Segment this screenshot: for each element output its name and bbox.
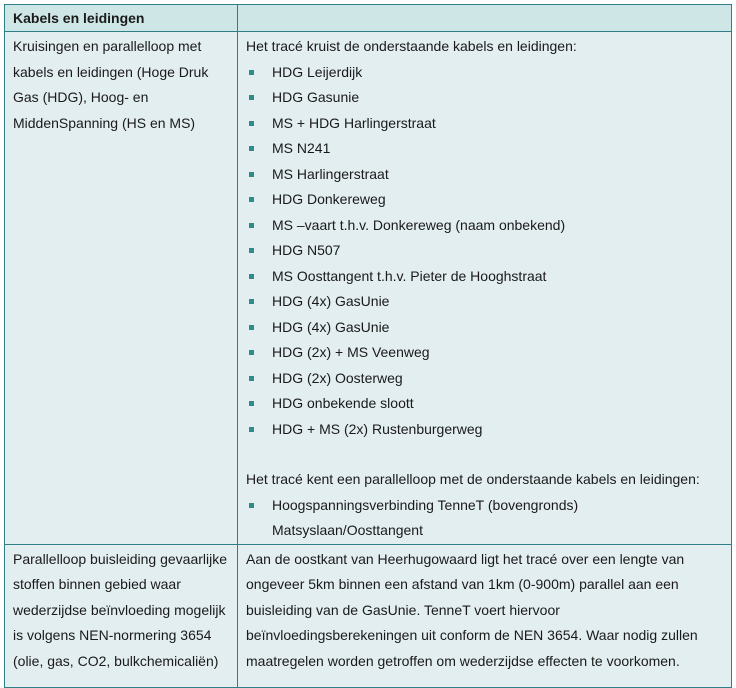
crossings-row xyxy=(5,32,732,545)
pipeline-text: Aan de oostkant van Heerhugowaard ligt het tracé over een lengte van ongeveer 5km binnen een afstand van 1km (0-900m) parallel aan een buisleiding van de GasUnie. TenneT voert hiervoor beïnvloedingsberekeningen uit conform de NEN 3654. Waar nodig zullen maatregelen worden getroffen om wederzijdse effecten te voorkomen. xyxy=(238,544,732,687)
list-item: MS –vaart t.h.v. Donkereweg (naam onbekend) xyxy=(246,213,725,239)
crossings-label: Kruisingen en parallelloop met kabels en leidingen (Hoge Druk Gas (HDG), Hoog- en MiddenSpanning (HS en MS) xyxy=(5,32,238,545)
header-right xyxy=(238,5,732,32)
list-item: HDG (2x) + MS Veenweg xyxy=(246,340,725,366)
list-item: Hoogspanningsverbinding TenneT (bovengronds) Matsyslaan/Oosttangent xyxy=(246,493,725,544)
list-item: MS Harlingerstraat xyxy=(246,162,725,188)
list-item: MS Oosttangent t.h.v. Pieter de Hooghstraat xyxy=(246,264,725,290)
list-item: HDG (4x) GasUnie xyxy=(246,289,725,315)
list-item: MS + HDG Harlingerstraat xyxy=(246,111,725,137)
list-item: HDG + MS (2x) Rustenburgerweg xyxy=(246,417,725,443)
table-header-row xyxy=(5,5,732,32)
list-item: HDG Leijerdijk xyxy=(246,60,725,86)
list-item: HDG (4x) GasUnie xyxy=(246,315,725,341)
list-item: MS N241 xyxy=(246,136,725,162)
pipeline-label: Parallelloop buisleiding gevaarlijke stoffen binnen gebied waar wederzijdse beïnvloeding mogelijk is volgens NEN-normering 3654 (olie, gas, CO2, bulkchemicaliën) xyxy=(5,544,238,687)
list-item: HDG Gasunie xyxy=(246,85,725,111)
crossings-content xyxy=(238,32,732,545)
list-item: HDG (2x) Oosterweg xyxy=(246,366,725,392)
header-title: Kabels en leidingen xyxy=(5,5,238,32)
list-item: HDG N507 xyxy=(246,238,725,264)
list-item: HDG onbekende sloott xyxy=(246,391,725,417)
parallel-intro: Het tracé kent een parallelloop met de onderstaande kabels en leidingen: xyxy=(246,471,700,487)
spacer xyxy=(246,442,725,467)
pipeline-row xyxy=(5,544,732,687)
list-item: HDG Donkereweg xyxy=(246,187,725,213)
crossings-list xyxy=(246,60,725,443)
crossings-intro: Het tracé kruist de onderstaande kabels en leidingen: xyxy=(246,38,577,54)
parallel-list xyxy=(246,493,725,544)
cables-table xyxy=(4,4,732,688)
